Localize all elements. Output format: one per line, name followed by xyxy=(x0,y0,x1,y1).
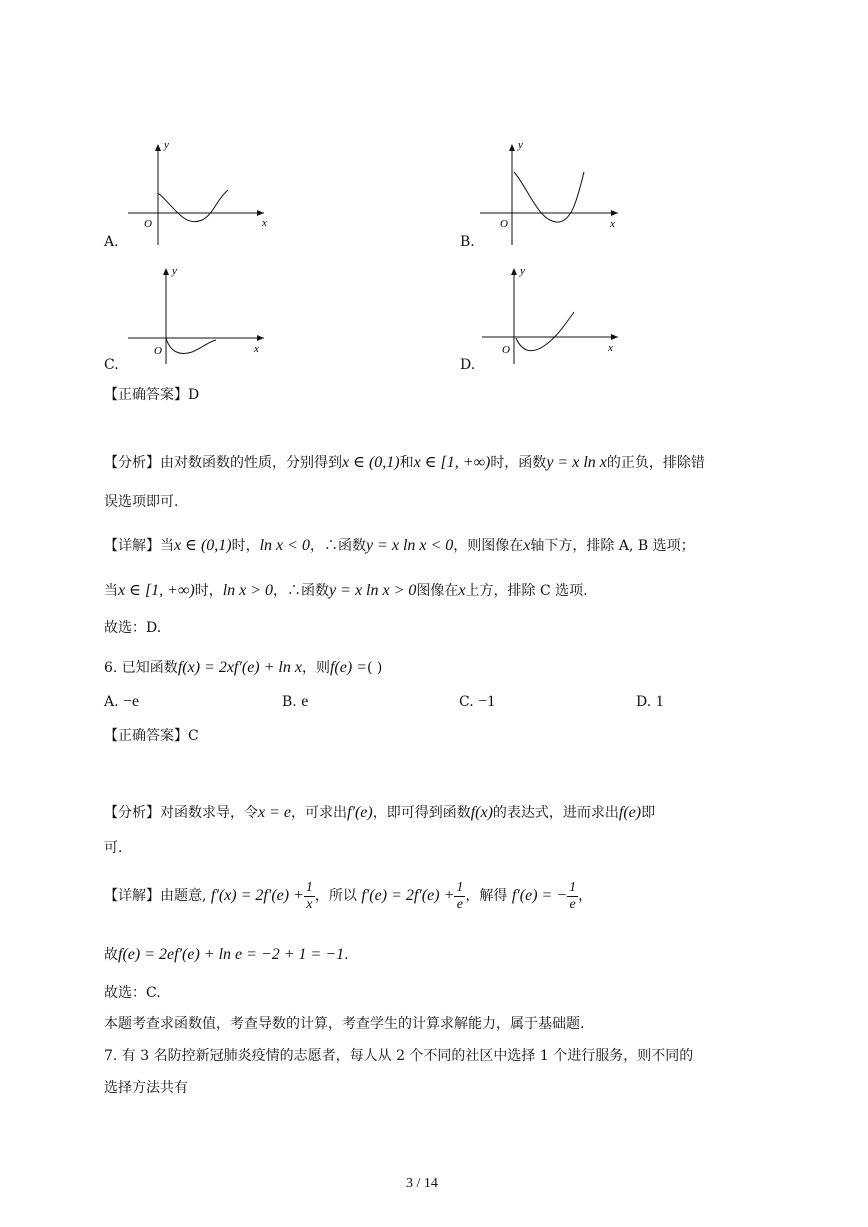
q6-conclusion: 故选：C. xyxy=(104,985,161,1001)
q6-remark: 本题考查求函数值，考查导数的计算，考查学生的计算求解能力，属于基础题. xyxy=(104,1016,585,1032)
q6-answer: 【正确答案】C xyxy=(104,728,199,744)
q6-option-c-value: −1 xyxy=(478,693,496,710)
q6-detail-eq3-fraction xyxy=(567,880,578,913)
graph-c-y-label: y xyxy=(172,265,177,277)
graph-d-x-label: x xyxy=(608,342,613,354)
q5-analysis-function: y = x ln x xyxy=(546,454,607,471)
q6-stem-prefix: 6. 已知函数 xyxy=(104,660,178,676)
q5-detail1-fn: y = x ln x < 0 xyxy=(365,537,454,554)
q6-option-c-label: C. xyxy=(459,694,474,710)
q6-detail-eq3-left: f′(e) = − xyxy=(511,887,568,904)
q6-detail-eq3-num: 1 xyxy=(569,879,577,895)
q5-detail2-g: 上方，排除 C 选项. xyxy=(465,583,588,599)
q5-detail1-prefix: 【详解】当 xyxy=(104,538,174,554)
q5-detail2-interval: x ∈ [1, +∞) xyxy=(118,582,195,599)
q5-detail2-x: x xyxy=(458,582,466,599)
q5-detail1-ln: ln x < 0 xyxy=(259,537,310,554)
graph-a-y-label: y xyxy=(164,140,169,151)
q6-detail-eq2-num: 1 xyxy=(456,879,464,895)
q6-option-b-label: B. xyxy=(282,694,297,710)
q6-option-d-label: D. xyxy=(636,694,652,710)
q5-detail1-g: 轴下方，排除 A, B 选项； xyxy=(530,538,695,554)
q6-analysis-c: 的表达式，进而求出 xyxy=(492,805,619,821)
q5-detail2-fn: y = x ln x > 0 xyxy=(329,582,417,599)
q6-analysis-b: ，即可得到函数 xyxy=(372,805,471,821)
graph-a-plot xyxy=(104,140,274,250)
q6-analysis-fx: f(x) xyxy=(470,804,493,821)
q6-option-d-value: 1 xyxy=(655,693,664,710)
q6-detail-prefix: 【详解】由题意, xyxy=(104,888,207,904)
q5-detail1-a: 时， xyxy=(231,538,260,554)
q6-analysis-fe: f′(e) xyxy=(347,804,373,821)
q5-detail2-c: ，∴函数 xyxy=(273,583,330,599)
q5-detail-line2 xyxy=(104,580,588,600)
q6-option-a-value: −e xyxy=(123,693,140,710)
graph-b-y-label: y xyxy=(518,140,523,151)
q6-final-equation: f(e) = 2ef′(e) + ln e = −2 + 1 = −1 xyxy=(118,946,345,963)
q5-detail2-e: 图像在 xyxy=(416,583,459,599)
q6-detail-eq2-den: e xyxy=(456,896,463,912)
graph-a-origin: O xyxy=(144,218,152,230)
graph-c xyxy=(104,264,274,364)
q5-detail1-c: ，∴函数 xyxy=(309,538,366,554)
q5-analysis-and: 和 xyxy=(399,455,414,471)
q6-stem xyxy=(104,657,382,677)
q6-final xyxy=(104,944,349,964)
graph-d xyxy=(460,264,630,364)
q6-analysis-let: x = e xyxy=(258,804,291,821)
q6-analysis-d: 即 xyxy=(641,805,656,821)
q6-analysis-a: ，可求出 xyxy=(291,805,347,821)
q5-conclusion: 故选：D. xyxy=(104,620,162,636)
q6-option-b xyxy=(282,693,308,711)
q7-line2: 选择方法共有 xyxy=(104,1080,188,1096)
graph-a xyxy=(104,140,274,250)
q6-analysis-fe2: f(e) xyxy=(618,804,642,821)
graph-d-plot xyxy=(460,264,630,364)
q6-stem-function: f(x) = 2xf′(e) + ln x xyxy=(177,659,302,676)
q5-analysis-interval1: x ∈ (0,1) xyxy=(342,454,400,471)
graph-c-plot xyxy=(104,264,274,364)
graph-b-plot xyxy=(460,140,630,250)
q6-final-dot: . xyxy=(344,947,349,963)
graph-b-option-label: B. xyxy=(460,234,475,250)
q6-detail-eq1-num: 1 xyxy=(305,879,313,895)
q6-option-a-label: A. xyxy=(104,694,119,710)
q5-detail2-a: 时， xyxy=(194,583,223,599)
q5-detail1-interval: x ∈ (0,1) xyxy=(174,537,232,554)
q5-detail2-prefix: 当 xyxy=(104,583,118,599)
graph-c-origin: O xyxy=(154,345,162,357)
q6-detail xyxy=(104,876,592,916)
q7-line1: 7. 有 3 名防控新冠肺炎疫情的志愿者，每人从 2 个不同的社区中选择 1 个进行服务，则不同的 xyxy=(104,1048,694,1064)
q6-analysis-line2: 可. xyxy=(104,840,123,856)
q5-detail-line1 xyxy=(104,535,695,555)
q5-detail1-x: x xyxy=(523,537,531,554)
q6-option-c xyxy=(459,693,495,711)
graph-b-origin: O xyxy=(500,218,508,230)
q5-analysis-line2: 误选项即可. xyxy=(104,494,179,510)
graph-b xyxy=(460,140,630,250)
q5-analysis-mid: 时，函数 xyxy=(490,455,547,471)
q6-option-a xyxy=(104,693,139,711)
q6-analysis-line1 xyxy=(104,802,655,822)
graph-d-origin: O xyxy=(502,344,510,356)
graph-b-x-label: x xyxy=(610,218,615,230)
q6-stem-mid: ，则 xyxy=(301,660,330,676)
graph-c-x-label: x xyxy=(254,343,259,355)
q5-analysis-interval2: x ∈ [1, +∞) xyxy=(413,454,491,471)
q6-stem-paren: ( ) xyxy=(366,660,383,676)
q6-final-prefix: 故 xyxy=(104,947,118,963)
q6-detail-so: ，所以 xyxy=(314,888,357,904)
q6-detail-eq1-fraction xyxy=(304,880,315,913)
graph-d-option-label: D. xyxy=(460,357,476,373)
q5-detail2-ln: ln x > 0 xyxy=(222,582,274,599)
q6-detail-eq1-left: f′(x) = 2f′(e) + xyxy=(210,887,304,904)
q6-detail-eq2-left: f′(e) = 2f′(e) + xyxy=(361,887,455,904)
q5-detail1-e: ，则图像在 xyxy=(453,538,524,554)
q6-detail-solve: ，解得 xyxy=(465,888,508,904)
q6-option-b-value: e xyxy=(301,693,309,710)
q6-detail-eq2-fraction xyxy=(454,880,465,913)
graph-a-x-label: x xyxy=(262,217,267,229)
q6-detail-eq3-den: e xyxy=(569,896,576,912)
q5-analysis-prefix: 【分析】由对数函数的性质，分别得到 xyxy=(104,455,342,471)
page-number: 3 / 14 xyxy=(406,1176,438,1191)
q5-analysis-line1 xyxy=(104,452,705,472)
q6-option-d xyxy=(636,693,664,711)
q6-detail-eq1-den: x xyxy=(306,896,313,912)
graph-c-option-label: C. xyxy=(104,357,119,373)
q6-analysis-prefix: 【分析】对函数求导，令 xyxy=(104,805,258,821)
q6-detail-comma: ， xyxy=(578,888,593,904)
graph-d-y-label: y xyxy=(520,265,525,277)
q6-stem-ask: f(e) = xyxy=(329,659,367,676)
q5-analysis-tail: 的正负，排除错 xyxy=(606,455,705,471)
graph-a-option-label: A. xyxy=(104,234,119,250)
q5-answer: 【正确答案】D xyxy=(104,387,200,403)
